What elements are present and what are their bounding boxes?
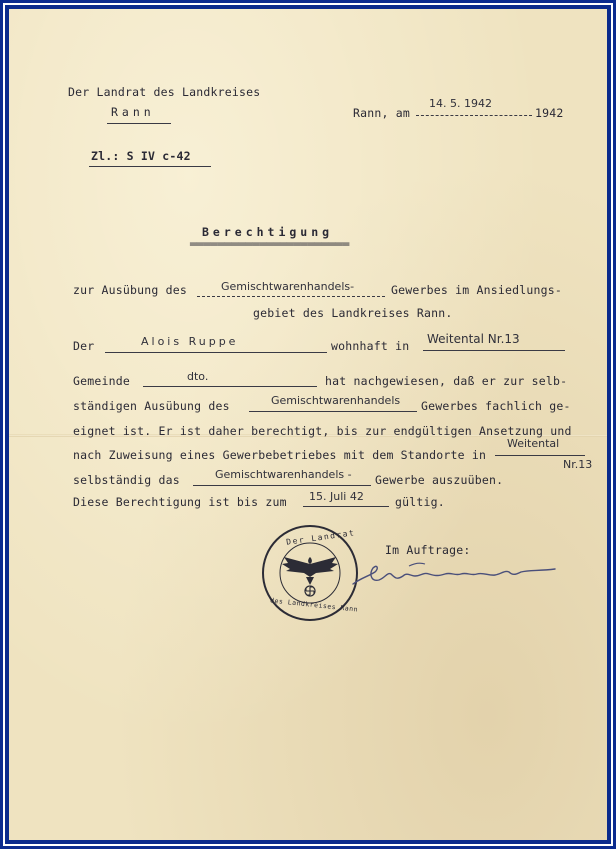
line6-text: eignet ist. Er ist daher berechtigt, bis zur endgültigen Ansetzung und [73, 424, 572, 438]
line5-prefix: ständigen Ausübung des [73, 399, 230, 413]
name-line [105, 352, 327, 353]
location-number: Nr.13 [563, 458, 593, 471]
valid-until-line [303, 506, 389, 507]
date-filled: 14. 5. 1942 [429, 97, 492, 110]
gemeinde-value: dto. [187, 370, 209, 383]
line4-suffix: hat nachgewiesen, daß er zur selb- [325, 374, 568, 388]
line3-wohnhaft: wohnhaft in [331, 339, 410, 353]
handwritten-signature [349, 554, 559, 597]
gemeinde-line [143, 386, 317, 387]
line1-suffix: Gewerbes im Ansiedlungs- [391, 283, 562, 297]
document-title: Berechtigung [202, 225, 334, 239]
trade-line-3 [193, 485, 371, 486]
stamp-top-text: Der Landrat [285, 528, 356, 547]
line8-suffix: Gewerbe auszuüben. [375, 473, 504, 487]
residence: Weitental Nr.13 [427, 332, 520, 346]
line7-prefix: nach Zuweisung eines Gewerbebetriebes mit dem Standorte in [73, 448, 487, 462]
line8-prefix: selbständig das [73, 473, 180, 487]
authority-underline [107, 123, 171, 124]
line9-suffix: gültig. [395, 495, 445, 509]
stamp-bottom-text: des Landkreises Rann [269, 596, 359, 614]
place-date-prefix: Rann, am [353, 106, 410, 120]
trade-line-2 [249, 411, 417, 412]
official-stamp [262, 525, 358, 621]
holder-name: Alois Ruppe [141, 335, 239, 348]
line4-gemeinde: Gemeinde [73, 374, 130, 388]
line9-prefix: Diese Berechtigung ist bis zum [73, 495, 287, 509]
reference-underline [89, 166, 211, 167]
location-value: Weitental [507, 437, 560, 450]
year-printed: 1942 [535, 106, 564, 120]
trade-type-2: Gemischtwarenhandels [271, 394, 401, 407]
line3-der: Der [73, 339, 95, 353]
residence-line [423, 350, 565, 351]
trade-line-1 [197, 296, 385, 297]
date-line [416, 115, 532, 116]
document-paper [9, 9, 607, 840]
reference-number: Zl.: S IV c-42 [91, 149, 191, 163]
authority-line-2: Rann [111, 105, 155, 119]
trade-type-1: Gemischtwarenhandels- [221, 280, 355, 293]
line1-prefix: zur Ausübung des [73, 283, 187, 297]
title-underline: ═══════════════════════ [190, 237, 350, 251]
trade-type-3: Gemischtwarenhandels - [215, 468, 352, 481]
line2-text: gebiet des Landkreises Rann. [253, 306, 453, 320]
location-line [495, 455, 585, 456]
line5-suffix: Gewerbes fachlich ge- [421, 399, 571, 413]
valid-until: 15. Juli 42 [309, 490, 364, 503]
authority-line-1: Der Landrat des Landkreises [68, 85, 261, 99]
im-auftrage: Im Auftrage: [385, 543, 471, 557]
